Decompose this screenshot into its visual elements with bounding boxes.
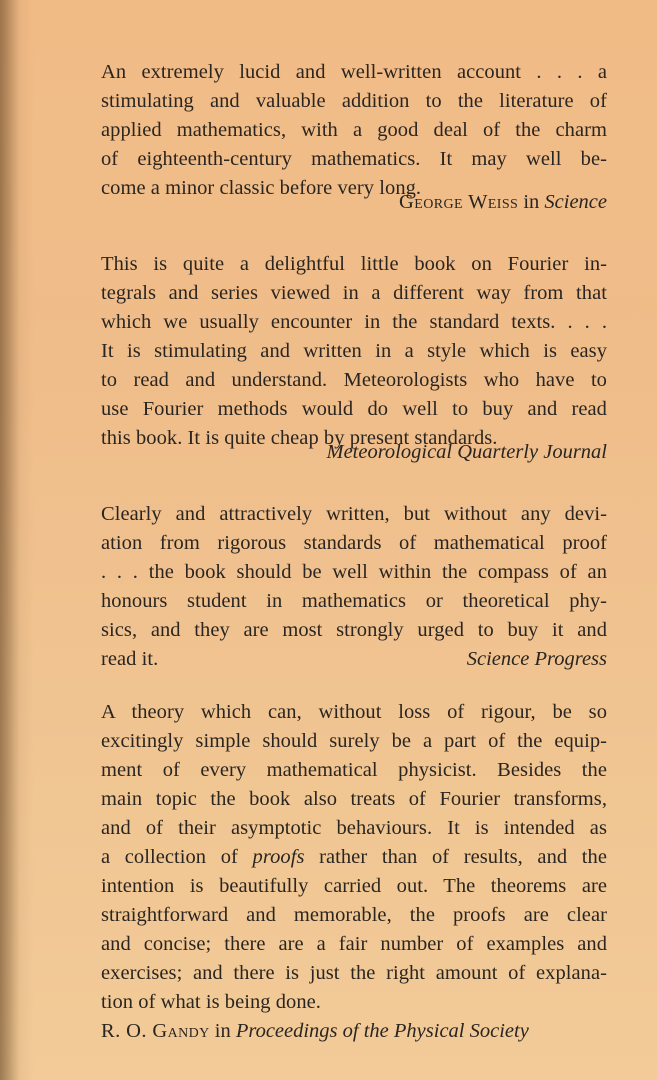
review-line: of eighteenth-century mathematics. It may well be- [101, 148, 607, 170]
review-line: to read and understand. Meteorologists who have to [101, 369, 607, 391]
attribution-connector: in [209, 1020, 236, 1042]
review-line: tegrals and series viewed in a different way from that [101, 282, 607, 304]
review-line: Clearly and attractively written, but without any devi- [101, 503, 607, 525]
review-line: and of their asymptotic behaviours. It is intended as [101, 817, 607, 839]
review-line: straightforward and memorable, the proofs are clear [101, 904, 607, 926]
attribution-source: Science [544, 191, 607, 213]
review-line: read it. [101, 648, 159, 670]
review-line: tion of what is being done. [101, 991, 321, 1013]
attribution-connector: in [518, 191, 545, 213]
proofs-line-before: a collection of [101, 846, 253, 868]
attribution-author: George Weiss [399, 191, 519, 213]
review-line: exercises; and there is just the right amount of explana- [101, 962, 607, 984]
review-line: sics, and they are most strongly urged to buy it and [101, 619, 607, 641]
review-line: excitingly simple should surely be a part of the equip- [101, 730, 607, 752]
attribution-source: Proceedings of the Physical Society [235, 1020, 529, 1042]
attribution-source: Meteorological Quarterly Journal [326, 441, 607, 463]
review-line: An extremely lucid and well-written account . . . a [101, 61, 607, 83]
review-attribution [101, 644, 607, 674]
review-line: It is stimulating and written in a style which is easy [101, 340, 607, 362]
review-line: ment of every mathematical physicist. Besides the [101, 759, 607, 781]
review-line: stimulating and valuable addition to the literature of [101, 90, 607, 112]
proofs-line-after: rather than of results, and the [304, 846, 607, 868]
review-line: come a minor classic before very long. [101, 177, 422, 199]
review-line: . . . the book should be well within the compass of an [101, 561, 607, 583]
review-attribution [101, 1016, 607, 1046]
review-line: intention is beautifully carried out. The theorems are [101, 875, 607, 897]
review-line: This is quite a delightful little book on Fourier in- [101, 253, 607, 275]
review-line: main topic the book also treats of Fourier transforms, [101, 788, 607, 810]
spine-shadow [0, 0, 20, 1080]
review-line: this book. It is quite cheap by present standards. [101, 427, 498, 449]
review-line: A theory which can, without loss of rigour, be so [101, 701, 607, 723]
review-line: and concise; there are a fair number of examples and [101, 933, 607, 955]
attribution-source: Science Progress [466, 648, 607, 670]
proofs-line-italic: proofs [252, 846, 305, 868]
review-attribution [101, 437, 607, 467]
review-line: which we usually encounter in the standard texts. . . . [101, 311, 607, 333]
review-line: applied mathematics, with a good deal of the charm [101, 119, 607, 141]
review-attribution [101, 187, 607, 217]
review-line: honours student in mathematics or theoretical phy- [101, 590, 607, 612]
review-line [101, 842, 607, 872]
review-line: use Fourier methods would do well to buy and read [101, 398, 607, 420]
attribution-author: R. O. Gandy [101, 1020, 210, 1042]
review-line: ation from rigorous standards of mathematical proof [101, 532, 607, 554]
